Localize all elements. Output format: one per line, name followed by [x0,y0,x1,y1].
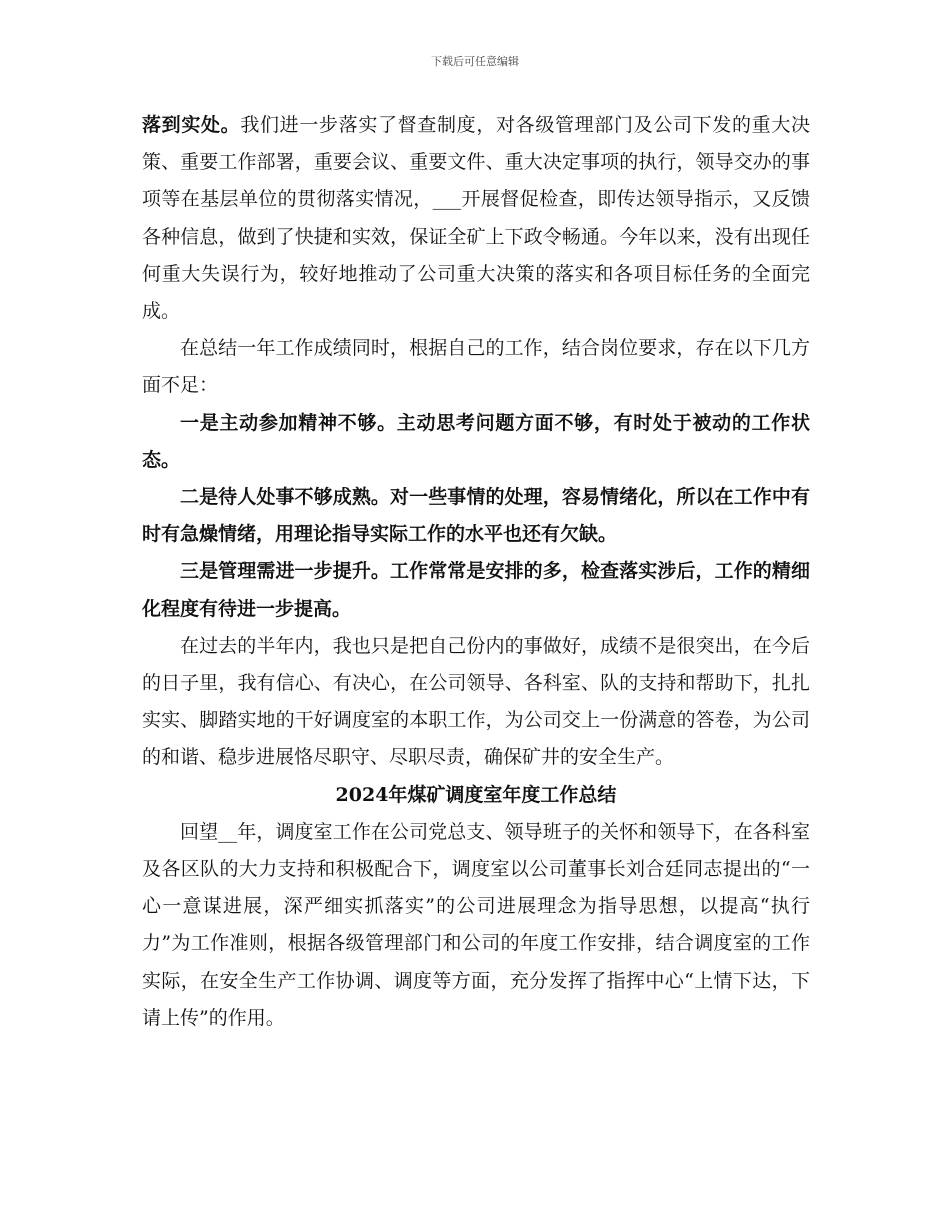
section-title: 2024年煤矿调度室年度工作总结 [335,783,617,806]
page-header: 下载后可任意编辑 [431,55,519,68]
paragraph-5: 三是管理需进一步提升。工作常常是安排的多，检查落实涉后，工作的精细化程度有待进一步提高。 [142,560,810,620]
paragraph-7: 回望__年，调度室工作在公司党总支、领导班子的关怀和领导下，在各科室及各区队的大力支持和积极配合下，调度室以公司董事长刘合廷同志提出的“一心一意谋进展，深严细实抓落实”的公司进展理念为指导思想，以提高“执行力”为工作准则，根据各级管理部门和公司的年度工作安排，结合调度室的工作实际，在安全生产工作协调、调度等方面，充分发挥了指挥中心“上情下达，下请上传”的作用。 [142,820,810,1029]
paragraph-3: 一是主动参加精神不够。主动思考问题方面不够，有时处于被动的工作状态。 [142,411,810,471]
paragraph-1-lead: 落到实处。 [142,114,241,136]
document-body [142,107,810,1037]
paragraph-4: 二是待人处事不够成熟。对一些事情的处理，容易情绪化，所以在工作中有时有急燥情绪，用理论指导实际工作的水平也还有欠缺。 [142,486,810,546]
paragraph-1-text: 我们进一步落实了督查制度，对各级管理部门及公司下发的重大决策、重要工作部署，重要会议、重要文件、重大决定事项的执行，领导交办的事项等在基层单位的贯彻落实情况，___开展督促检查，即传达领导指示，又反馈各种信息，做到了快捷和实效，保证全矿上下政令畅通。今年以来，没有出现任何重大失误行为，较好地推动了公司重大决策的落实和各项目标任务的全面完成。 [142,114,810,323]
paragraph-2: 在总结一年工作成绩同时，根据自己的工作，结合岗位要求，存在以下几方面不足： [142,337,810,397]
paragraph-1 [142,107,810,330]
paragraph-6: 在过去的半年内，我也只是把自己份内的事做好，成绩不是很突出，在今后的日子里，我有信心、有决心，在公司领导、各科室、队的支持和帮助下，扎扎实实、脚踏实地的干好调度室的本职工作，为公司交上一份满意的答卷，为公司的和谐、稳步进展恪尽职守、尽职尽责，确保矿井的安全生产。 [142,634,810,769]
